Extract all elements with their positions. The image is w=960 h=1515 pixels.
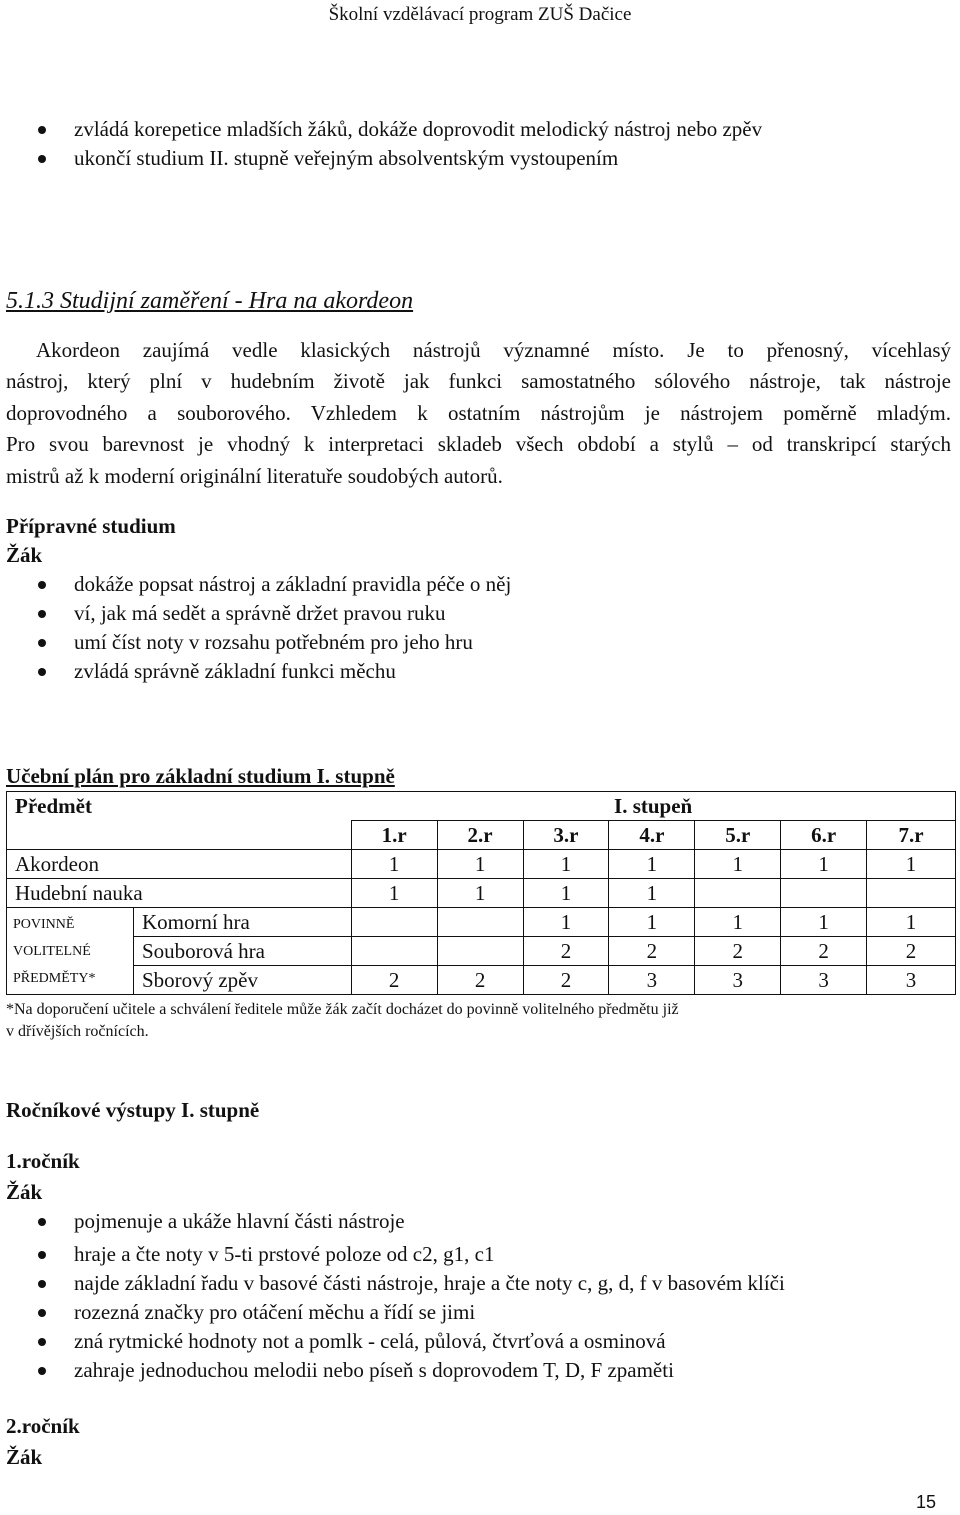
hours-cell: 1 [867,908,956,937]
hours-cell: 2 [609,937,695,966]
hours-cell: 1 [351,850,437,879]
table-row [7,966,956,995]
list-item: ukončí studium II. stupně veřejným absolventským vystoupením [0,144,762,173]
outcomes-heading: Ročníkové výstupy I. stupně [6,1098,260,1122]
subject-name: Souborová hra [133,937,351,966]
list-item: pojmenuje a ukáže hlavní části nástroje [0,1207,785,1236]
paragraph-line: doprovodného a souborového. Vzhledem k ostatním nástrojům je nástrojem poměrně mladým. [6,400,951,425]
student-label: Žák [6,1180,43,1204]
list-item: rozezná značky pro otáčení měchu a řídí se jimi [0,1298,785,1327]
year-cell: 1.r [351,821,437,850]
hours-cell: 1 [437,879,523,908]
page-number: 15 [915,1492,936,1512]
student-label: Žák [6,1445,43,1469]
hours-cell: 1 [523,879,609,908]
list-item: zvládá korepetice mladších žáků, dokáže doprovodit melodický nástroj nebo zpěv [0,115,762,144]
subject-name: Komorní hra [133,908,351,937]
hours-cell [437,937,523,966]
intro-paragraph [6,335,951,492]
hours-cell: 2 [781,937,867,966]
elective-group-label: POVINNĚ VOLITELNÉ PŘEDMĚTY* [7,908,134,995]
section-title: 5.1.3 Studijní zaměření - Hra na akordeon [6,288,414,314]
paragraph-line: nástroj, který plní v hudebním životě jak funkci samostatného sólového nástroje, tak nástroje [6,369,951,394]
paragraph-line: Akordeon zaujímá vedle klasických nástrojů významné místo. Je to přenosný, vícehlasý [36,338,951,362]
hours-cell: 3 [695,966,781,995]
hours-cell: 1 [867,850,956,879]
subject-name: Akordeon [7,850,352,879]
hours-cell [867,879,956,908]
top-bullet-list [0,115,762,173]
hours-cell: 2 [523,966,609,995]
hours-cell: 2 [695,937,781,966]
year-cell: 7.r [867,821,956,850]
hours-cell: 2 [437,966,523,995]
table-row [7,850,956,879]
hours-cell: 1 [523,908,609,937]
hours-cell: 1 [609,850,695,879]
subject-name: Sborový zpěv [133,966,351,995]
hours-cell [351,937,437,966]
paragraph-line: Pro svou barevnost je vhodný k interpretaci skladeb všech období a stylů – od transkripcí starých [6,432,951,457]
list-item: umí číst noty v rozsahu potřebném pro jeho hru [0,628,511,657]
study-plan-table [6,791,956,995]
table-years-row [7,821,956,850]
hours-cell: 1 [609,908,695,937]
document-header: Školní vzdělávací program ZUŠ Dačice [328,4,632,25]
list-item: zná rytmické hodnoty not a pomlk - celá, půlová, čtvrťová a osminová [0,1327,785,1356]
hours-cell: 2 [523,937,609,966]
list-item: zvládá správně základní funkci měchu [0,657,511,686]
hours-cell: 1 [781,850,867,879]
hours-cell: 1 [781,908,867,937]
preparatory-heading: Přípravné studium [6,514,176,538]
student-label: Žák [6,543,43,567]
hours-cell [437,908,523,937]
plan-heading: Učební plán pro základní studium I. stupně [6,764,395,788]
year2-label: 2.ročník [6,1414,80,1438]
year1-outcomes-list [0,1207,785,1385]
hours-cell: 1 [695,850,781,879]
hours-cell: 2 [867,937,956,966]
year-cell: 6.r [781,821,867,850]
hours-cell: 2 [351,966,437,995]
subject-header: Předmět [7,792,352,821]
subject-name: Hudební nauka [7,879,352,908]
hours-cell [695,879,781,908]
list-item: zahraje jednoduchou melodii nebo píseň s doprovodem T, D, F zpaměti [0,1356,785,1385]
table-row [7,937,956,966]
hours-cell [781,879,867,908]
table-footnote: *Na doporučení učitele a schválení ředitele může žák začít docházet do povinně volitelného předmětu již v dřívějších ročnících. [6,1001,679,1040]
hours-cell: 3 [781,966,867,995]
preparatory-list [0,570,511,686]
hours-cell: 3 [609,966,695,995]
table-header-row [7,792,956,821]
hours-cell: 3 [867,966,956,995]
year-cell: 2.r [437,821,523,850]
list-item: dokáže popsat nástroj a základní pravidla péče o něj [0,570,511,599]
hours-cell: 1 [609,879,695,908]
list-item: ví, jak má sedět a správně držet pravou ruku [0,599,511,628]
list-item: najde základní řadu v basové části nástroje, hraje a čte noty c, g, d, f v basovém klíči [0,1269,785,1298]
hours-cell [351,908,437,937]
hours-cell: 1 [523,850,609,879]
hours-cell: 1 [695,908,781,937]
year1-label: 1.ročník [6,1149,80,1173]
table-row [7,908,956,937]
year-cell: 4.r [609,821,695,850]
paragraph-line: mistrů až k moderní originální literatuře soudobých autorů. [6,463,503,488]
list-item: hraje a čte noty v 5-ti prstové poloze od c2, g1, c1 [0,1240,785,1269]
hours-cell: 1 [437,850,523,879]
year-cell: 3.r [523,821,609,850]
hours-cell: 1 [351,879,437,908]
level-header: I. stupeň [351,792,955,821]
table-row [7,879,956,908]
year-cell: 5.r [695,821,781,850]
